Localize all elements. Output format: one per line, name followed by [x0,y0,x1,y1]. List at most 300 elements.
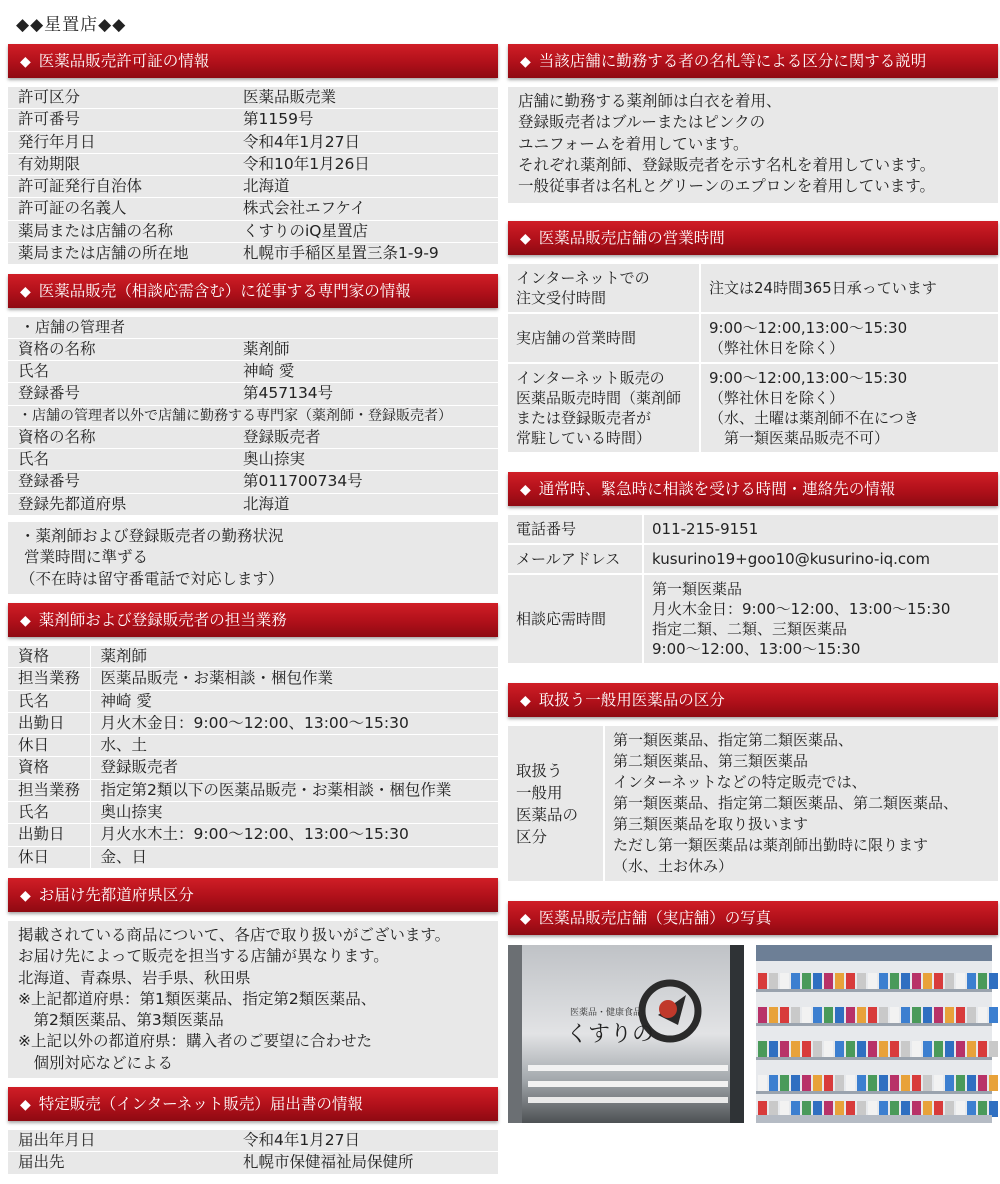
product-box [780,1075,789,1091]
diamond-icon: ◆ [520,231,531,248]
row-value: 水、土 [90,735,498,757]
duties-table [8,646,498,869]
product-box [802,1007,811,1023]
product-box [824,1075,833,1091]
row-label: 氏名 [8,449,233,471]
product-box [967,973,976,989]
value-line: 第三類医薬品を取り扱います [613,815,809,834]
product-box [835,1101,844,1117]
text-line: お届け先によって販売を担当する店舗が異なります。 [18,947,389,966]
product-box [912,1101,921,1117]
label-line: 一般用 [516,783,563,802]
product-box [857,1075,866,1091]
product-box [791,1075,800,1091]
row-value: 札幌市手稲区星置三条1-9-9 [233,243,498,265]
product-box [890,1101,899,1117]
row-label: 氏名 [8,360,233,382]
text-line: 第2類医薬品、第3類医薬品 [18,1011,224,1030]
row-label [508,515,643,544]
row-value: 令和4年1月27日 [233,1130,498,1152]
table-row [8,493,498,515]
row-label [508,313,700,363]
other-experts-table [8,427,498,516]
manager-table [8,339,498,406]
product-box [879,1101,888,1117]
product-box [846,973,855,989]
product-box [813,1101,822,1117]
value-line: （水、土お休み） [613,857,734,876]
product-box [923,1007,932,1023]
product-box [802,1101,811,1117]
product-box [912,1007,921,1023]
text-line: 北海道、青森県、岩手県、秋田県 [18,968,251,987]
row-value [643,574,998,663]
product-box [824,973,833,989]
product-box [857,1101,866,1117]
row-label: 届出年月日 [8,1130,233,1152]
other-experts-label: ・店舗の管理者以外で店舗に勤務する専門家（薬剤師・登録販売者） [8,406,498,427]
store-shelves-image [756,945,992,1123]
shelf [756,1057,992,1060]
row-label: 登録先都道府県 [8,493,233,515]
value-line: （弊社休日を除く） [709,339,845,358]
product-box [912,973,921,989]
categories-key [508,726,604,881]
license-section [8,44,498,265]
product-box [879,1007,888,1023]
store-sign: くすりの [566,1022,655,1048]
row-value: 薬剤師 [233,339,498,361]
product-box [835,1041,844,1057]
label-line: 医薬品販売時間（薬剤師 [516,389,682,408]
row-value: 神崎 愛 [90,690,498,712]
product-box [934,973,943,989]
duties-section [8,603,498,869]
table-row [8,339,498,361]
product-box [912,1075,921,1091]
table-row [8,87,498,109]
diamond-icon: ◆ [520,693,531,710]
table-row [508,363,998,452]
product-box [769,1041,778,1057]
product-box [813,1075,822,1091]
product-box [934,1101,943,1117]
section-header: ◆ 特定販売（インターネット販売）届出書の情報 [8,1087,498,1121]
table-row [8,668,498,690]
value-line: （弊社休日を除く） [709,389,845,408]
value-line: kusurino19+goo10@kusurino-iq.com [652,550,930,569]
label-line: 取扱う [516,761,563,780]
work-status [8,522,498,594]
table-row [8,690,498,712]
product-box [846,1101,855,1117]
product-box [989,1101,998,1117]
product-box [912,1041,921,1057]
product-box [945,1075,954,1091]
row-label: 許可番号 [8,109,233,131]
row-value: 北海道 [233,493,498,515]
product-box [989,1075,998,1091]
table-row [8,1130,498,1152]
row-label: 薬局または店舗の名称 [8,220,233,242]
product-box [989,973,998,989]
product-box [967,1007,976,1023]
product-box [758,1101,767,1117]
product-box [978,1007,987,1023]
delivery-section [8,878,498,1078]
notification-table [8,1130,498,1175]
store-exterior-photo [508,945,744,1123]
table-row [8,109,498,131]
nametag-section [508,44,998,203]
row-value: 月火水木土：9:00～12:00、13:00～15:30 [90,824,498,846]
product-box [824,1101,833,1117]
row-value: 北海道 [233,176,498,198]
product-box [802,973,811,989]
product-box [934,1075,943,1091]
row-value: 第457134号 [233,383,498,405]
row-value: 奥山捺実 [233,449,498,471]
product-box [956,1101,965,1117]
row-label: 担当業務 [8,779,90,801]
diamond-icon: ◆ [20,284,31,301]
row-label: 担当業務 [8,668,90,690]
product-box [846,1007,855,1023]
product-box [791,1007,800,1023]
diamond-icon: ◆ [520,911,531,928]
table-row [8,712,498,734]
product-box [989,1007,998,1023]
table-row [8,220,498,242]
store-interior-photo [756,945,992,1123]
row-value [700,264,998,313]
row-value [643,544,998,574]
label-line: 実店舗の営業時間 [516,329,637,348]
label-line: 注文受付時間 [516,289,607,308]
contact-table [508,515,998,663]
label-line: 電話番号 [516,520,577,539]
product-box [956,1041,965,1057]
product-box [978,1075,987,1091]
text-line: 登録販売者はブルーまたはピンクの [518,113,766,132]
row-label: 資格 [8,757,90,779]
product-box [978,1041,987,1057]
row-label: 資格の名称 [8,427,233,449]
table-row [8,449,498,471]
product-box [978,1101,987,1117]
product-box [945,1007,954,1023]
product-box [758,1041,767,1057]
product-box [923,1041,932,1057]
product-box [923,973,932,989]
value-line: 注文は24時間365日承っています [709,279,937,298]
value-line: 第二類医薬品、第三類医薬品 [613,752,809,771]
product-box [868,1101,877,1117]
product-box [901,1075,910,1091]
row-value [643,515,998,544]
shelf [756,989,992,992]
product-box [824,1007,833,1023]
nametag-text [508,87,998,203]
row-label: 資格 [8,646,90,668]
product-box [890,1007,899,1023]
product-box [824,1041,833,1057]
section-header: ◆ 医薬品販売許可証の情報 [8,44,498,78]
label-line: メールアドレス [516,550,621,569]
product-box [879,1041,888,1057]
table-row [8,198,498,220]
diamond-icon: ◆ [20,1096,31,1113]
product-box [989,1041,998,1057]
row-value: 第011700734号 [233,471,498,493]
product-box [956,1075,965,1091]
product-box [835,1007,844,1023]
product-box [780,1101,789,1117]
product-box [879,1075,888,1091]
label-line: インターネットでの [516,269,650,288]
product-box [956,973,965,989]
product-box [769,1075,778,1091]
product-box [780,973,789,989]
categories-section [508,683,998,881]
row-label: 登録番号 [8,383,233,405]
section-header: ◆ 薬剤師および登録販売者の担当業務 [8,603,498,637]
row-label: 薬局または店舗の所在地 [8,243,233,265]
value-line: インターネットなどの特定販売では、 [613,773,867,792]
product-box [813,973,822,989]
product-box [901,1007,910,1023]
section-header: ◆ 当該店舗に勤務する者の名札等による区分に関する説明 [508,44,998,78]
experts-body [8,317,498,594]
row-value: 札幌市保健福祉局保健所 [233,1152,498,1174]
product-box [890,1041,899,1057]
table-row [8,779,498,801]
row-value: 株式会社エフケイ [233,198,498,220]
text-line: 一般従事者は名札とグリーンのエプロンを着用しています。 [518,177,935,196]
text-line: それぞれ薬剤師、登録販売者を示す名札を着用しています。 [518,155,936,174]
label-line: または登録販売者が [516,409,652,428]
status-line: （不在時は留守番電話で対応します） [20,569,284,588]
label-line: インターネット販売の [516,369,665,388]
manager-label: ・店舗の管理者 [8,317,498,338]
product-box [868,973,877,989]
product-box [934,1007,943,1023]
row-value: 金、日 [90,846,498,868]
store-sign-small: 医薬品・健康食品 [570,1008,643,1019]
row-value: 薬剤師 [90,646,498,668]
row-label [508,544,643,574]
section-header: ◆ 医薬品販売店舗の営業時間 [508,221,998,255]
text-line: 店舗に勤務する薬剤師は白衣を着用、 [518,92,782,110]
row-label: 許可証の名義人 [8,198,233,220]
section-header: ◆ 医薬品販売店舗（実店舗）の写真 [508,901,998,935]
text-line: 掲載されている商品について、各店で取り扱いがございます。 [18,925,451,944]
row-label: 資格の名称 [8,339,233,361]
row-label: 出勤日 [8,824,90,846]
product-box [945,973,954,989]
row-label [508,264,700,313]
value-line: 月火木金日：9:00～12:00、13:00～15:30 [652,600,951,619]
text-line: ※上記以外の都道府県：購入者のご要望に合わせた [18,1032,372,1051]
row-value: 医薬品販売業 [233,87,498,109]
section-header: ◆ 通常時、緊急時に相談を受ける時間・連絡先の情報 [508,472,998,506]
value-line: 第一類医薬品 [652,580,743,599]
diamond-icon: ◆ [20,54,31,70]
section-header: ◆ お届け先都道府県区分 [8,878,498,912]
table-row [8,846,498,868]
text-line: ユニフォームを着用しています。 [518,134,749,153]
row-value: 令和10年1月26日 [233,153,498,175]
text-line: ※上記都道府県：第1類医薬品、指定第2類医薬品、 [18,989,377,1008]
product-box [769,1007,778,1023]
row-value: 登録販売者 [90,757,498,779]
table-row [8,802,498,824]
product-box [813,1007,822,1023]
categories-table [508,726,998,881]
row-label: 休日 [8,846,90,868]
table-row [508,515,998,544]
store-photos [508,945,998,1123]
product-box [835,1075,844,1091]
product-box [901,973,910,989]
label-line: 区分 [516,827,548,846]
product-box [967,1101,976,1117]
shelf [756,1091,992,1094]
product-box [868,1075,877,1091]
table-row [8,243,498,265]
product-box [978,973,987,989]
section-header: ◆ 医薬品販売（相談応需含む）に従事する専門家の情報 [8,274,498,308]
diamond-icon: ◆ [520,482,531,499]
product-box [901,1041,910,1057]
table-row [8,1152,498,1174]
product-box [890,1075,899,1091]
row-value: 登録販売者 [233,427,498,449]
diamond-icon: ◆ [20,612,31,629]
product-box [758,973,767,989]
notification-section [8,1087,498,1175]
table-row [8,176,498,198]
product-box [945,1101,954,1117]
row-label [508,363,700,452]
page-title: ◆◆星置店◆◆ [16,15,127,35]
row-label: 届出先 [8,1152,233,1174]
hours-table [508,264,998,452]
product-box [780,1007,789,1023]
product-box [879,973,888,989]
table-row [8,427,498,449]
product-box [802,1075,811,1091]
row-value: 第1159号 [233,109,498,131]
product-box [857,1041,866,1057]
diamond-icon: ◆ [520,54,531,70]
product-box [791,1101,800,1117]
table-row [508,264,998,313]
status-line: 営業時間に準ずる [24,548,149,567]
product-box [791,1041,800,1057]
row-label: 許可証発行自治体 [8,176,233,198]
experts-section [8,274,498,594]
value-line: （水、土曜は薬剤師不在につき [709,409,919,428]
value-line: 第一類医薬品販売不可） [709,429,890,448]
row-label: 有効期限 [8,153,233,175]
product-box [923,1101,932,1117]
product-box [868,1007,877,1023]
product-box [813,1041,822,1057]
value-line: 011-215-9151 [652,520,759,539]
table-row [8,383,498,405]
row-value: くすりのiQ星置店 [233,220,498,242]
table-row [508,544,998,574]
row-value [700,363,998,452]
row-value: 奥山捺実 [90,802,498,824]
product-box [945,1041,954,1057]
contact-section [508,472,998,663]
product-box [769,1101,778,1117]
product-box [868,1041,877,1057]
row-value [700,313,998,363]
photos-section [508,901,998,1123]
product-box [857,1007,866,1023]
table-row [8,360,498,382]
label-line: 常駐している時間） [516,429,652,448]
row-label: 許可区分 [8,87,233,109]
product-box [780,1041,789,1057]
value-line: 第一類医薬品、指定第二類医薬品、第二類医薬品、 [613,794,959,813]
left-column [8,44,498,1184]
row-value: 指定第2類以下の医薬品販売・お薬相談・梱包作業 [90,779,498,801]
row-label: 出勤日 [8,712,90,734]
product-box [857,973,866,989]
product-box [846,1075,855,1091]
product-box [769,973,778,989]
row-label: 休日 [8,735,90,757]
table-row [8,757,498,779]
row-value: 医薬品販売・お薬相談・梱包作業 [90,668,498,690]
value-line: 9:00～12:00,13:00～15:30 [709,369,908,388]
table-row [8,735,498,757]
value-line: 指定二類、二類、三類医薬品 [652,620,848,639]
license-table [8,87,498,265]
value-line: 第一類医薬品、指定第二類医薬品、 [613,731,854,750]
text-line: 個別対応などによる [18,1053,174,1072]
status-line: ・薬剤師および登録販売者の勤務状況 [20,527,284,546]
row-value: 月火木金日：9:00～12:00、13:00～15:30 [90,712,498,734]
product-box [846,1041,855,1057]
diamond-icon: ◆ [20,887,31,904]
categories-value [604,726,998,881]
row-value: 神崎 愛 [233,360,498,382]
label-line: 相談応需時間 [516,610,607,629]
product-box [934,1041,943,1057]
row-label: 氏名 [8,802,90,824]
product-box [758,1007,767,1023]
table-row [508,313,998,363]
hours-section [508,221,998,452]
shelf [756,1023,992,1026]
row-label: 発行年月日 [8,131,233,153]
product-box [835,973,844,989]
table-row [8,824,498,846]
table-row [8,646,498,668]
table-row [508,574,998,663]
value-line: 9:00～12:00,13:00～15:30 [709,319,908,338]
value-line: ただし第一類医薬品は薬剤師出勤時に限ります [613,836,929,855]
product-box [967,1075,976,1091]
row-label: 登録番号 [8,471,233,493]
product-box [901,1101,910,1117]
section-header: ◆ 取扱う一般用医薬品の区分 [508,683,998,717]
